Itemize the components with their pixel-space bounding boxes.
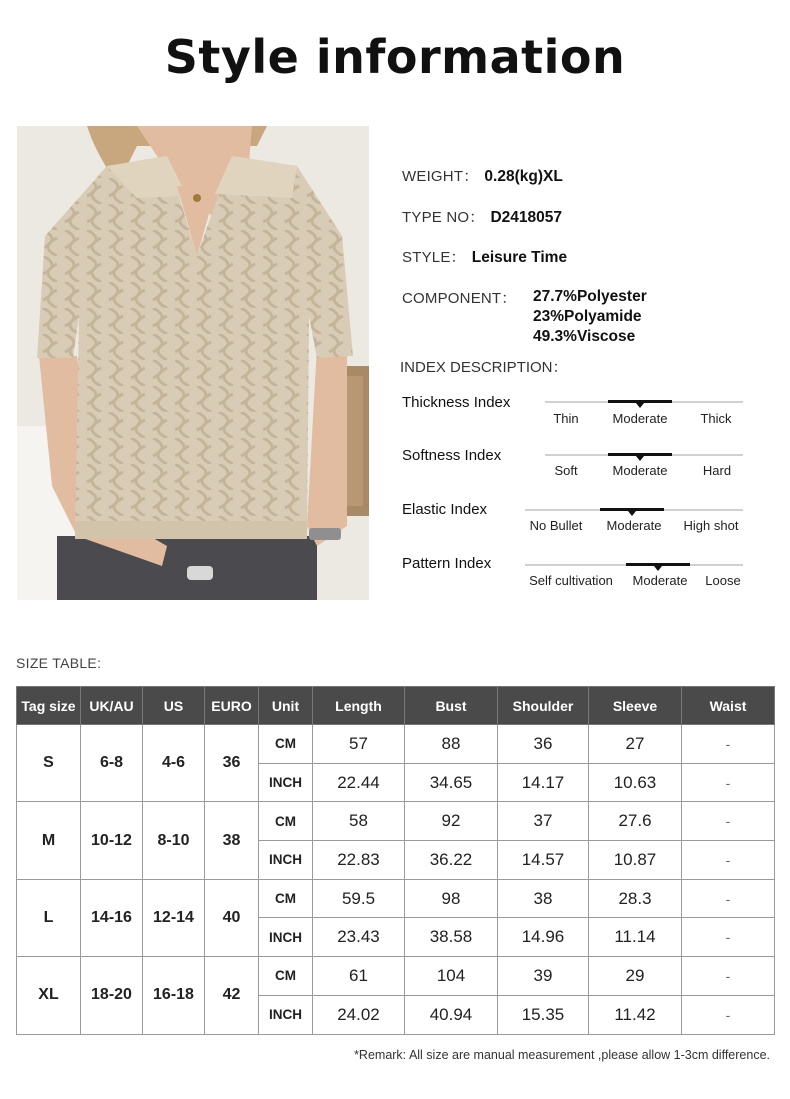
thickness-scale-pointer: [636, 403, 644, 408]
length-cell: 61: [313, 957, 405, 996]
shoulder-cell: 39: [498, 957, 589, 996]
softness-option: Moderate: [612, 463, 668, 478]
waist-cell: -: [682, 879, 775, 918]
softness-option: Hard: [702, 463, 732, 478]
bust-cell: 38.58: [405, 918, 498, 957]
component-row: [402, 287, 517, 308]
bust-cell: 88: [405, 725, 498, 764]
thickness-option: Moderate: [612, 411, 668, 426]
waist-cell: -: [682, 725, 775, 764]
column-header: Sleeve: [589, 687, 682, 725]
softness-option: Soft: [554, 463, 578, 478]
waist-cell: -: [682, 841, 775, 880]
bust-cell: 40.94: [405, 995, 498, 1034]
sleeve-cell: 29: [589, 957, 682, 996]
shoulder-cell: 37: [498, 802, 589, 841]
us-size-cell: 4-6: [143, 725, 205, 802]
pattern-option: Moderate: [632, 573, 688, 588]
unit-cell: INCH: [259, 841, 313, 880]
remark-note: *Remark: All size are manual measurement ,please allow 1-3cm difference.: [354, 1048, 770, 1062]
table-row: [17, 725, 775, 764]
page-title: Style information: [164, 30, 626, 84]
weight-value: 0.28(kg)XL: [484, 168, 563, 185]
us-size-cell: 16-18: [143, 957, 205, 1034]
length-cell: 58: [313, 802, 405, 841]
unit-cell: CM: [259, 802, 313, 841]
column-header: Waist: [682, 687, 775, 725]
weight-row: [402, 165, 563, 186]
elastic-index-label: Elastic Index: [402, 501, 488, 518]
sleeve-cell: 10.87: [589, 841, 682, 880]
elastic-scale-pointer: [628, 511, 636, 516]
shoulder-cell: 38: [498, 879, 589, 918]
bust-cell: 34.65: [405, 763, 498, 802]
column-header: US: [143, 687, 205, 725]
component-value: 27.7%Polyester: [533, 288, 647, 305]
tag-size-cell: XL: [17, 957, 81, 1034]
softness-index-label: Softness Index: [402, 447, 502, 464]
elastic-option: High shot: [683, 518, 739, 533]
column-header: Unit: [259, 687, 313, 725]
waist-cell: -: [682, 918, 775, 957]
softness-scale-pointer: [636, 456, 644, 461]
waist-cell: -: [682, 957, 775, 996]
waist-cell: -: [682, 995, 775, 1034]
thickness-option: Thin: [553, 411, 579, 426]
length-cell: 57: [313, 725, 405, 764]
length-cell: 22.44: [313, 763, 405, 802]
uk-size-cell: 18-20: [81, 957, 143, 1034]
elastic-option: No Bullet: [529, 518, 583, 533]
type-value: D2418057: [490, 209, 562, 226]
pattern-option: Loose: [705, 573, 741, 588]
euro-size-cell: 40: [205, 879, 259, 956]
size-table: [16, 686, 775, 1035]
column-header: Shoulder: [498, 687, 589, 725]
tag-size-cell: L: [17, 879, 81, 956]
unit-cell: INCH: [259, 995, 313, 1034]
bust-cell: 92: [405, 802, 498, 841]
length-cell: 22.83: [313, 841, 405, 880]
waist-cell: -: [682, 763, 775, 802]
type-label: TYPE NO：: [402, 209, 485, 226]
unit-cell: CM: [259, 957, 313, 996]
shoulder-cell: 36: [498, 725, 589, 764]
unit-cell: CM: [259, 725, 313, 764]
table-row: [17, 802, 775, 841]
component-values: [533, 287, 647, 347]
table-row: [17, 879, 775, 918]
sleeve-cell: 27: [589, 725, 682, 764]
bust-cell: 98: [405, 879, 498, 918]
size-table-title: SIZE TABLE:: [16, 655, 102, 671]
column-header: UK/AU: [81, 687, 143, 725]
shoulder-cell: 14.17: [498, 763, 589, 802]
column-header: Tag size: [17, 687, 81, 725]
tag-size-cell: M: [17, 802, 81, 879]
component-value: 23%Polyamide: [533, 308, 642, 325]
shoulder-cell: 14.57: [498, 841, 589, 880]
thickness-option: Thick: [700, 411, 732, 426]
column-header: Bust: [405, 687, 498, 725]
elastic-option: Moderate: [606, 518, 662, 533]
sleeve-cell: 28.3: [589, 879, 682, 918]
sleeve-cell: 11.42: [589, 995, 682, 1034]
uk-size-cell: 6-8: [81, 725, 143, 802]
euro-size-cell: 36: [205, 725, 259, 802]
pattern-index-label: Pattern Index: [402, 555, 492, 572]
euro-size-cell: 38: [205, 802, 259, 879]
euro-size-cell: 42: [205, 957, 259, 1034]
bust-cell: 36.22: [405, 841, 498, 880]
component-label: COMPONENT：: [402, 290, 517, 307]
column-header: Length: [313, 687, 405, 725]
length-cell: 23.43: [313, 918, 405, 957]
sleeve-cell: 27.6: [589, 802, 682, 841]
table-row: [17, 957, 775, 996]
pattern-option: Self cultivation: [529, 573, 613, 588]
pattern-scale-pointer: [654, 566, 662, 571]
unit-cell: CM: [259, 879, 313, 918]
index-heading: INDEX DESCRIPTION：: [400, 359, 568, 376]
shoulder-cell: 14.96: [498, 918, 589, 957]
bust-cell: 104: [405, 957, 498, 996]
us-size-cell: 12-14: [143, 879, 205, 956]
component-value: 49.3%Viscose: [533, 328, 636, 345]
shoulder-cell: 15.35: [498, 995, 589, 1034]
unit-cell: INCH: [259, 918, 313, 957]
tag-size-cell: S: [17, 725, 81, 802]
sleeve-cell: 11.14: [589, 918, 682, 957]
length-cell: 24.02: [313, 995, 405, 1034]
length-cell: 59.5: [313, 879, 405, 918]
style-row: [402, 246, 567, 267]
unit-cell: INCH: [259, 763, 313, 802]
uk-size-cell: 14-16: [81, 879, 143, 956]
uk-size-cell: 10-12: [81, 802, 143, 879]
style-value: Leisure Time: [471, 249, 568, 266]
weight-label: WEIGHT：: [402, 168, 479, 185]
size-table-header-row: [17, 687, 775, 725]
type-row: [402, 206, 562, 227]
sleeve-cell: 10.63: [589, 763, 682, 802]
style-label: STYLE：: [402, 249, 466, 266]
thickness-index-label: Thickness Index: [402, 394, 511, 411]
us-size-cell: 8-10: [143, 802, 205, 879]
product-photo: [17, 126, 369, 600]
waist-cell: -: [682, 802, 775, 841]
column-header: EURO: [205, 687, 259, 725]
